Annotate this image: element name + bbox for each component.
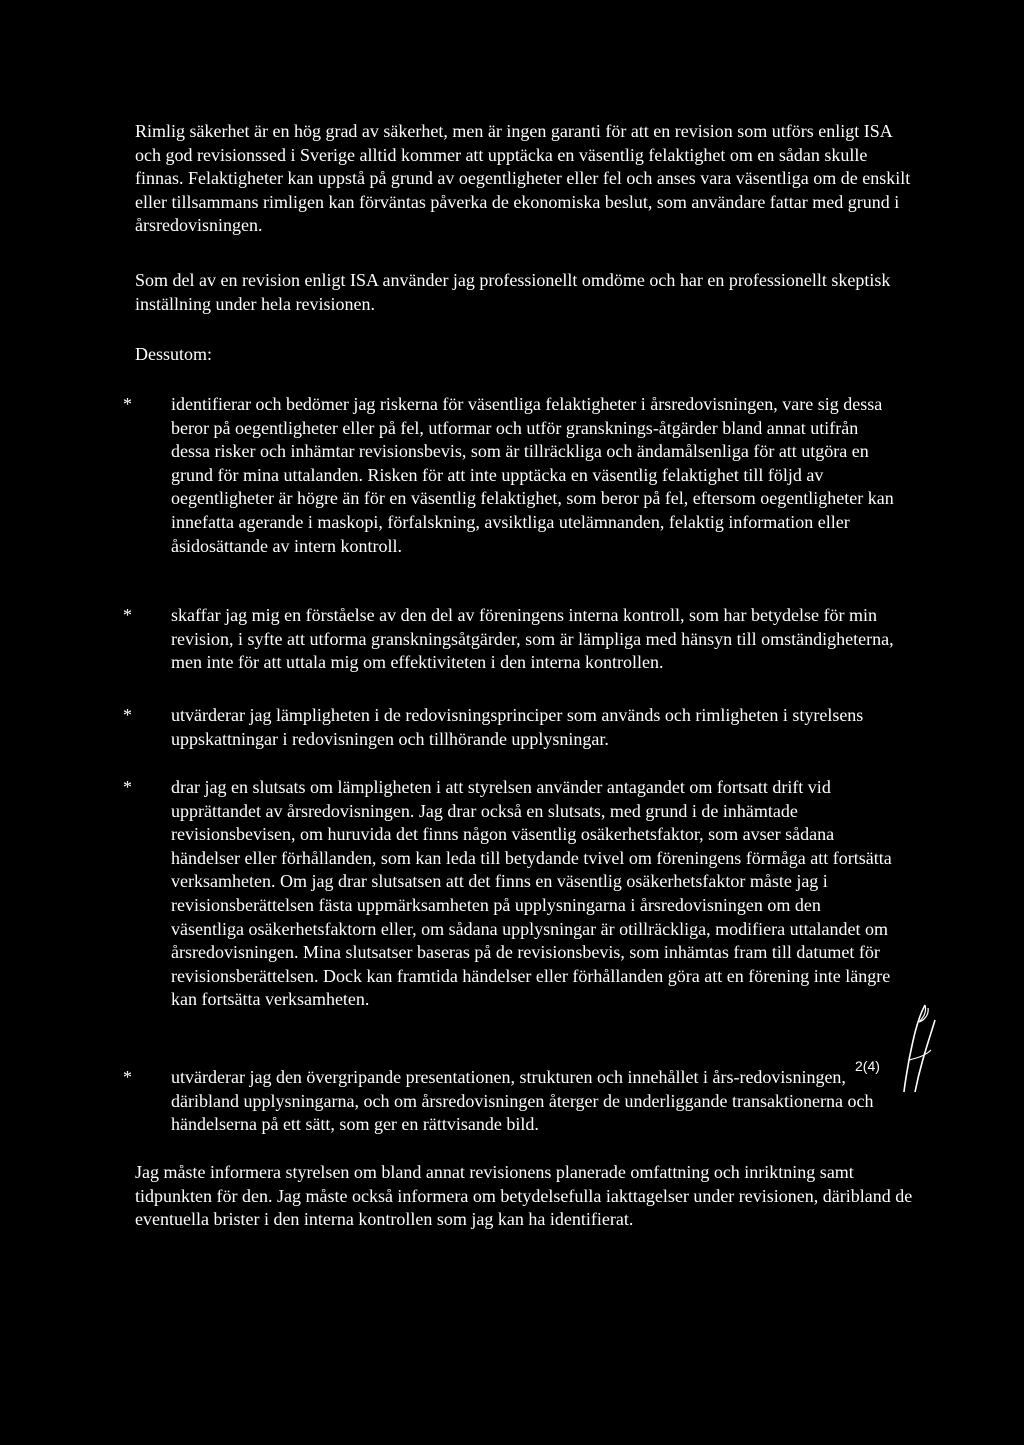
- paragraph-inform-board: Jag måste informera styrelsen om bland annat revisionens planerade omfattning och inriktning samt tidpunkten för den. Jag måste också informera om betydelsefulla iakttagelser under revisionen, däribland de eventuella brister i den interna kontrollen som jag kan ha identifierat.: [135, 1162, 913, 1230]
- bullet-text: identifierar och bedömer jag riskerna för väsentliga felaktigheter i årsredovisningen, vare sig dessa beror på oegentligheter eller på fel, utformar och utför gransknings-åtgärder bland annat utifrån dessa risker och inhämtar revisionsbevis, som är tillräckliga och ändamålsenliga för att utgöra en grund för mina uttalanden. Risken för att inte upptäcka en väsentlig felaktighet till följd av oegentligheter är högre än för en väsentlig felaktighet, som beror på fel, eftersom oegentligheter kan innefatta agerande i maskopi, förfalskning, avsiktliga utelämnanden, felaktig information eller åsidosättande av intern kontroll.: [171, 394, 894, 556]
- page-number: 2(4): [855, 1058, 880, 1074]
- bullet-marker: *: [123, 777, 132, 797]
- bullet-text: utvärderar jag den övergripande presentationen, strukturen och innehållet i års-redovisningen, däribland upplysningarna, och om årsredovisningen återger de underliggande transaktionerna och händelserna på ett sätt, som ger en rättvisande bild.: [171, 1067, 874, 1135]
- bullet-marker: *: [123, 394, 132, 414]
- bullet-marker: *: [123, 1067, 132, 1087]
- signature-icon: [895, 1000, 945, 1100]
- paragraph-professional-judgment: Som del av en revision enligt ISA använder jag professionellt omdöme och har en professionellt skeptisk inställning under hela revisionen.: [135, 270, 891, 314]
- bullet-marker: *: [123, 605, 132, 625]
- paragraph-reasonable-assurance: Rimlig säkerhet är en hög grad av säkerhet, men är ingen garanti för att en revision som utförs enligt ISA och god revisionssed i Sverige alltid kommer att upptäcka en väsentlig felaktighet om en sådan skulle finnas. Felaktigheter kan uppstå på grund av oegentligheter eller fel och anses vara väsentliga om de enskilt eller tillsammans rimligen kan förväntas påverka de ekonomiska beslut, som användare fattar med grund i årsredovisningen.: [135, 121, 911, 236]
- bullet-text: drar jag en slutsats om lämpligheten i att styrelsen använder antagandet om fortsatt drift vid upprättandet av årsredovisningen. Jag drar också en slutsats, med grund i de inhämtade revisionsbevisen, om huruvida det finns någon väsentlig osäkerhetsfaktor, som avser sådana händelser eller förhållanden, som kan leda till betydande tvivel om föreningens förmåga att fortsätta verksamheten. Om jag drar slutsatsen att det finns en väsentlig osäkerhetsfaktor måste jag i revisionsberättelsen fästa uppmärksamheten på upplysningarna i årsredovisningen om den väsentliga osäkerhetsfaktorn eller, om sådana upplysningar är otillräckliga, modifiera uttalandet om årsredovisningen. Mina slutsatser baseras på de revisionsbevis, som inhämtas fram till datumet för revisionsberättelsen. Dock kan framtida händelser eller förhållanden göra att en förening inte längre kan fortsätta verksamheten.: [171, 777, 892, 1010]
- bullet-marker: *: [123, 705, 132, 725]
- bullet-text: utvärderar jag lämpligheten i de redovisningsprinciper som används och rimligheten i styrelsens uppskattningar i redovisningen och tillhörande upplysningar.: [171, 705, 864, 749]
- bullet-text: skaffar jag mig en förståelse av den del av föreningens interna kontroll, som har betydelse för min revision, i syfte att utforma granskningsåtgärder, som är lämpliga med hänsyn till omständigheterna, men inte för att uttala mig om effektiviteten i den interna kontrollen.: [171, 605, 894, 673]
- paragraph-furthermore: Dessutom:: [135, 344, 213, 364]
